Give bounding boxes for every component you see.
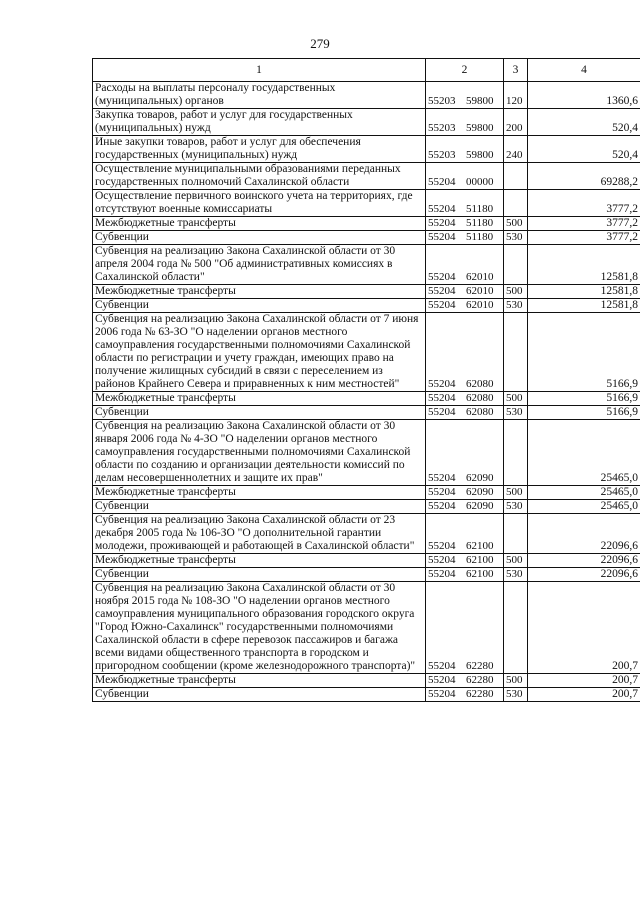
table-row bbox=[93, 420, 640, 486]
row-expense-type: 200 bbox=[504, 109, 528, 136]
row-expense-type: 500 bbox=[504, 285, 528, 299]
row-target-code bbox=[426, 285, 504, 299]
row-expense-type: 500 bbox=[504, 217, 528, 231]
row-target-code bbox=[426, 163, 504, 190]
row-amount: 3777,2 bbox=[528, 217, 640, 231]
row-code-program: 55204 bbox=[428, 674, 456, 686]
row-code-direction: 51180 bbox=[466, 217, 494, 229]
row-code-program: 55204 bbox=[428, 299, 456, 311]
row-name: Межбюджетные трансферты bbox=[93, 554, 426, 568]
row-name: Субвенция на реализацию Закона Сахалинской области от 7 июня 2006 года № 63-ЗО "О наделении органов местного самоуправления государственными полномочиями Сахалинской области по регистрации и учету граждан, имеющих право на получение жилищных субсидий в связи с переселением из районов Крайнего Севера и приравненных к ним местностей" bbox=[93, 313, 426, 392]
row-amount: 200,7 bbox=[528, 582, 640, 674]
row-expense-type bbox=[504, 420, 528, 486]
row-amount: 520,4 bbox=[528, 109, 640, 136]
row-expense-type: 530 bbox=[504, 406, 528, 420]
row-code-direction: 62080 bbox=[466, 378, 494, 390]
row-name: Субвенция на реализацию Закона Сахалинской области от 23 декабря 2005 года № 106-ЗО "О дополнительной гарантии молодежи, проживающей и работающей в Сахалинской области" bbox=[93, 514, 426, 554]
table-row bbox=[93, 82, 640, 109]
row-expense-type bbox=[504, 190, 528, 217]
row-expense-type: 530 bbox=[504, 568, 528, 582]
row-expense-type bbox=[504, 514, 528, 554]
row-code-program: 55204 bbox=[428, 217, 456, 229]
row-code-program: 55204 bbox=[428, 486, 456, 498]
row-code-direction: 59800 bbox=[466, 122, 494, 134]
row-code-direction: 62010 bbox=[466, 299, 494, 311]
page-number: 279 bbox=[310, 36, 330, 51]
row-expense-type: 240 bbox=[504, 136, 528, 163]
row-name: Субвенция на реализацию Закона Сахалинской области от 30 апреля 2004 года № 500 "Об административных комиссиях в Сахалинской области" bbox=[93, 245, 426, 285]
row-name: Осуществление первичного воинского учета на территориях, где отсутствуют военные комиссариаты bbox=[93, 190, 426, 217]
table-row bbox=[93, 217, 640, 231]
row-amount: 5166,9 bbox=[528, 392, 640, 406]
row-code-direction: 62090 bbox=[466, 472, 494, 484]
table-row bbox=[93, 406, 640, 420]
column-header: 2 bbox=[426, 59, 504, 82]
row-target-code bbox=[426, 420, 504, 486]
table-row bbox=[93, 486, 640, 500]
row-code-program: 55204 bbox=[428, 392, 456, 404]
row-name: Субвенции bbox=[93, 688, 426, 702]
table-row bbox=[93, 136, 640, 163]
row-target-code bbox=[426, 82, 504, 109]
table-row bbox=[93, 109, 640, 136]
row-code-program: 55204 bbox=[428, 688, 456, 700]
row-name: Субвенции bbox=[93, 568, 426, 582]
row-code-direction: 62010 bbox=[466, 285, 494, 297]
row-target-code bbox=[426, 688, 504, 702]
row-name: Расходы на выплаты персоналу государственных (муниципальных) органов bbox=[93, 82, 426, 109]
row-expense-type: 530 bbox=[504, 500, 528, 514]
table-row bbox=[93, 674, 640, 688]
row-code-program: 55204 bbox=[428, 176, 456, 188]
row-target-code bbox=[426, 514, 504, 554]
row-expense-type: 530 bbox=[504, 299, 528, 313]
row-target-code bbox=[426, 674, 504, 688]
row-name: Иные закупки товаров, работ и услуг для обеспечения государственных (муниципальных) нужд bbox=[93, 136, 426, 163]
row-name: Субвенции bbox=[93, 231, 426, 245]
row-target-code bbox=[426, 136, 504, 163]
table-row bbox=[93, 568, 640, 582]
row-amount: 22096,6 bbox=[528, 568, 640, 582]
row-amount: 200,7 bbox=[528, 674, 640, 688]
column-header: 3 bbox=[504, 59, 528, 82]
row-target-code bbox=[426, 554, 504, 568]
row-expense-type: 500 bbox=[504, 486, 528, 500]
row-code-direction: 62090 bbox=[466, 500, 494, 512]
table-row bbox=[93, 313, 640, 392]
row-code-direction: 62280 bbox=[466, 674, 494, 686]
row-code-program: 55204 bbox=[428, 231, 456, 243]
row-name: Субвенция на реализацию Закона Сахалинской области от 30 января 2006 года № 4-ЗО "О наделении органов местного самоуправления государственными полномочиями Сахалинской области по созданию и организации деятельности комиссий по делам несовершеннолетних и защите их прав" bbox=[93, 420, 426, 486]
row-target-code bbox=[426, 190, 504, 217]
row-code-program: 55204 bbox=[428, 568, 456, 580]
row-code-direction: 51180 bbox=[466, 203, 494, 215]
row-code-program: 55203 bbox=[428, 122, 456, 134]
row-code-direction: 62100 bbox=[466, 554, 494, 566]
row-code-program: 55204 bbox=[428, 203, 456, 215]
row-amount: 22096,6 bbox=[528, 514, 640, 554]
row-target-code bbox=[426, 245, 504, 285]
row-expense-type: 120 bbox=[504, 82, 528, 109]
row-target-code bbox=[426, 313, 504, 392]
row-code-program: 55204 bbox=[428, 378, 456, 390]
table-row bbox=[93, 190, 640, 217]
column-header: 4 bbox=[528, 59, 640, 82]
row-name: Межбюджетные трансферты bbox=[93, 392, 426, 406]
row-name: Субвенция на реализацию Закона Сахалинской области от 30 ноября 2015 года № 108-ЗО "О наделении органов местного самоуправления муниципального образования городского округа "Город Южно-Сахалинск" государственными полномочиями Сахалинской области в сфере перевозок пассажиров и багажа всеми видами общественного транспорта в городском и пригородном сообщении (кроме железнодорожного транспорта)" bbox=[93, 582, 426, 674]
row-code-program: 55204 bbox=[428, 500, 456, 512]
row-amount: 22096,6 bbox=[528, 554, 640, 568]
row-name: Субвенции bbox=[93, 299, 426, 313]
row-target-code bbox=[426, 392, 504, 406]
row-code-program: 55204 bbox=[428, 540, 456, 552]
row-target-code bbox=[426, 231, 504, 245]
row-code-program: 55204 bbox=[428, 660, 456, 672]
row-code-direction: 62280 bbox=[466, 660, 494, 672]
row-expense-type: 530 bbox=[504, 688, 528, 702]
row-name: Межбюджетные трансферты bbox=[93, 285, 426, 299]
row-code-program: 55203 bbox=[428, 149, 456, 161]
row-expense-type bbox=[504, 163, 528, 190]
table-row bbox=[93, 285, 640, 299]
row-expense-type bbox=[504, 313, 528, 392]
row-expense-type: 530 bbox=[504, 231, 528, 245]
table-row bbox=[93, 514, 640, 554]
row-name: Межбюджетные трансферты bbox=[93, 217, 426, 231]
table-row bbox=[93, 554, 640, 568]
row-target-code bbox=[426, 486, 504, 500]
row-code-direction: 00000 bbox=[466, 176, 494, 188]
row-code-program: 55204 bbox=[428, 554, 456, 566]
row-code-direction: 62100 bbox=[466, 568, 494, 580]
row-name: Закупка товаров, работ и услуг для государственных (муниципальных) нужд bbox=[93, 109, 426, 136]
row-target-code bbox=[426, 217, 504, 231]
row-code-program: 55204 bbox=[428, 271, 456, 283]
row-code-direction: 59800 bbox=[466, 149, 494, 161]
row-code-direction: 51180 bbox=[466, 231, 494, 243]
budget-table bbox=[92, 58, 640, 702]
table-row bbox=[93, 163, 640, 190]
row-amount: 200,7 bbox=[528, 688, 640, 702]
row-amount: 12581,8 bbox=[528, 285, 640, 299]
row-code-direction: 62010 bbox=[466, 271, 494, 283]
row-target-code bbox=[426, 582, 504, 674]
row-code-direction: 62080 bbox=[466, 406, 494, 418]
row-amount: 69288,2 bbox=[528, 163, 640, 190]
row-code-program: 55204 bbox=[428, 406, 456, 418]
row-code-direction: 62280 bbox=[466, 688, 494, 700]
row-expense-type bbox=[504, 582, 528, 674]
table-row bbox=[93, 245, 640, 285]
table-row bbox=[93, 392, 640, 406]
row-expense-type bbox=[504, 245, 528, 285]
row-target-code bbox=[426, 299, 504, 313]
row-amount: 5166,9 bbox=[528, 406, 640, 420]
row-amount: 3777,2 bbox=[528, 190, 640, 217]
table-header-row bbox=[93, 59, 640, 82]
row-target-code bbox=[426, 406, 504, 420]
row-code-direction: 62090 bbox=[466, 486, 494, 498]
row-expense-type: 500 bbox=[504, 392, 528, 406]
row-target-code bbox=[426, 568, 504, 582]
row-code-direction: 59800 bbox=[466, 95, 494, 107]
row-amount: 520,4 bbox=[528, 136, 640, 163]
row-expense-type: 500 bbox=[504, 554, 528, 568]
row-name: Межбюджетные трансферты bbox=[93, 486, 426, 500]
row-code-program: 55204 bbox=[428, 472, 456, 484]
row-name: Субвенции bbox=[93, 500, 426, 514]
row-name: Субвенции bbox=[93, 406, 426, 420]
table-row bbox=[93, 582, 640, 674]
row-amount: 25465,0 bbox=[528, 420, 640, 486]
row-amount: 12581,8 bbox=[528, 299, 640, 313]
row-amount: 5166,9 bbox=[528, 313, 640, 392]
table-row bbox=[93, 688, 640, 702]
row-target-code bbox=[426, 109, 504, 136]
row-amount: 3777,2 bbox=[528, 231, 640, 245]
row-target-code bbox=[426, 500, 504, 514]
row-code-program: 55203 bbox=[428, 95, 456, 107]
row-code-direction: 62100 bbox=[466, 540, 494, 552]
row-expense-type: 500 bbox=[504, 674, 528, 688]
row-amount: 25465,0 bbox=[528, 500, 640, 514]
row-name: Межбюджетные трансферты bbox=[93, 674, 426, 688]
table-row bbox=[93, 299, 640, 313]
row-amount: 12581,8 bbox=[528, 245, 640, 285]
row-code-program: 55204 bbox=[428, 285, 456, 297]
row-amount: 25465,0 bbox=[528, 486, 640, 500]
column-header: 1 bbox=[93, 59, 426, 82]
table-row bbox=[93, 500, 640, 514]
row-code-direction: 62080 bbox=[466, 392, 494, 404]
table-row bbox=[93, 231, 640, 245]
row-name: Осуществление муниципальными образованиями переданных государственных полномочий Сахалинской области bbox=[93, 163, 426, 190]
row-amount: 1360,6 bbox=[528, 82, 640, 109]
